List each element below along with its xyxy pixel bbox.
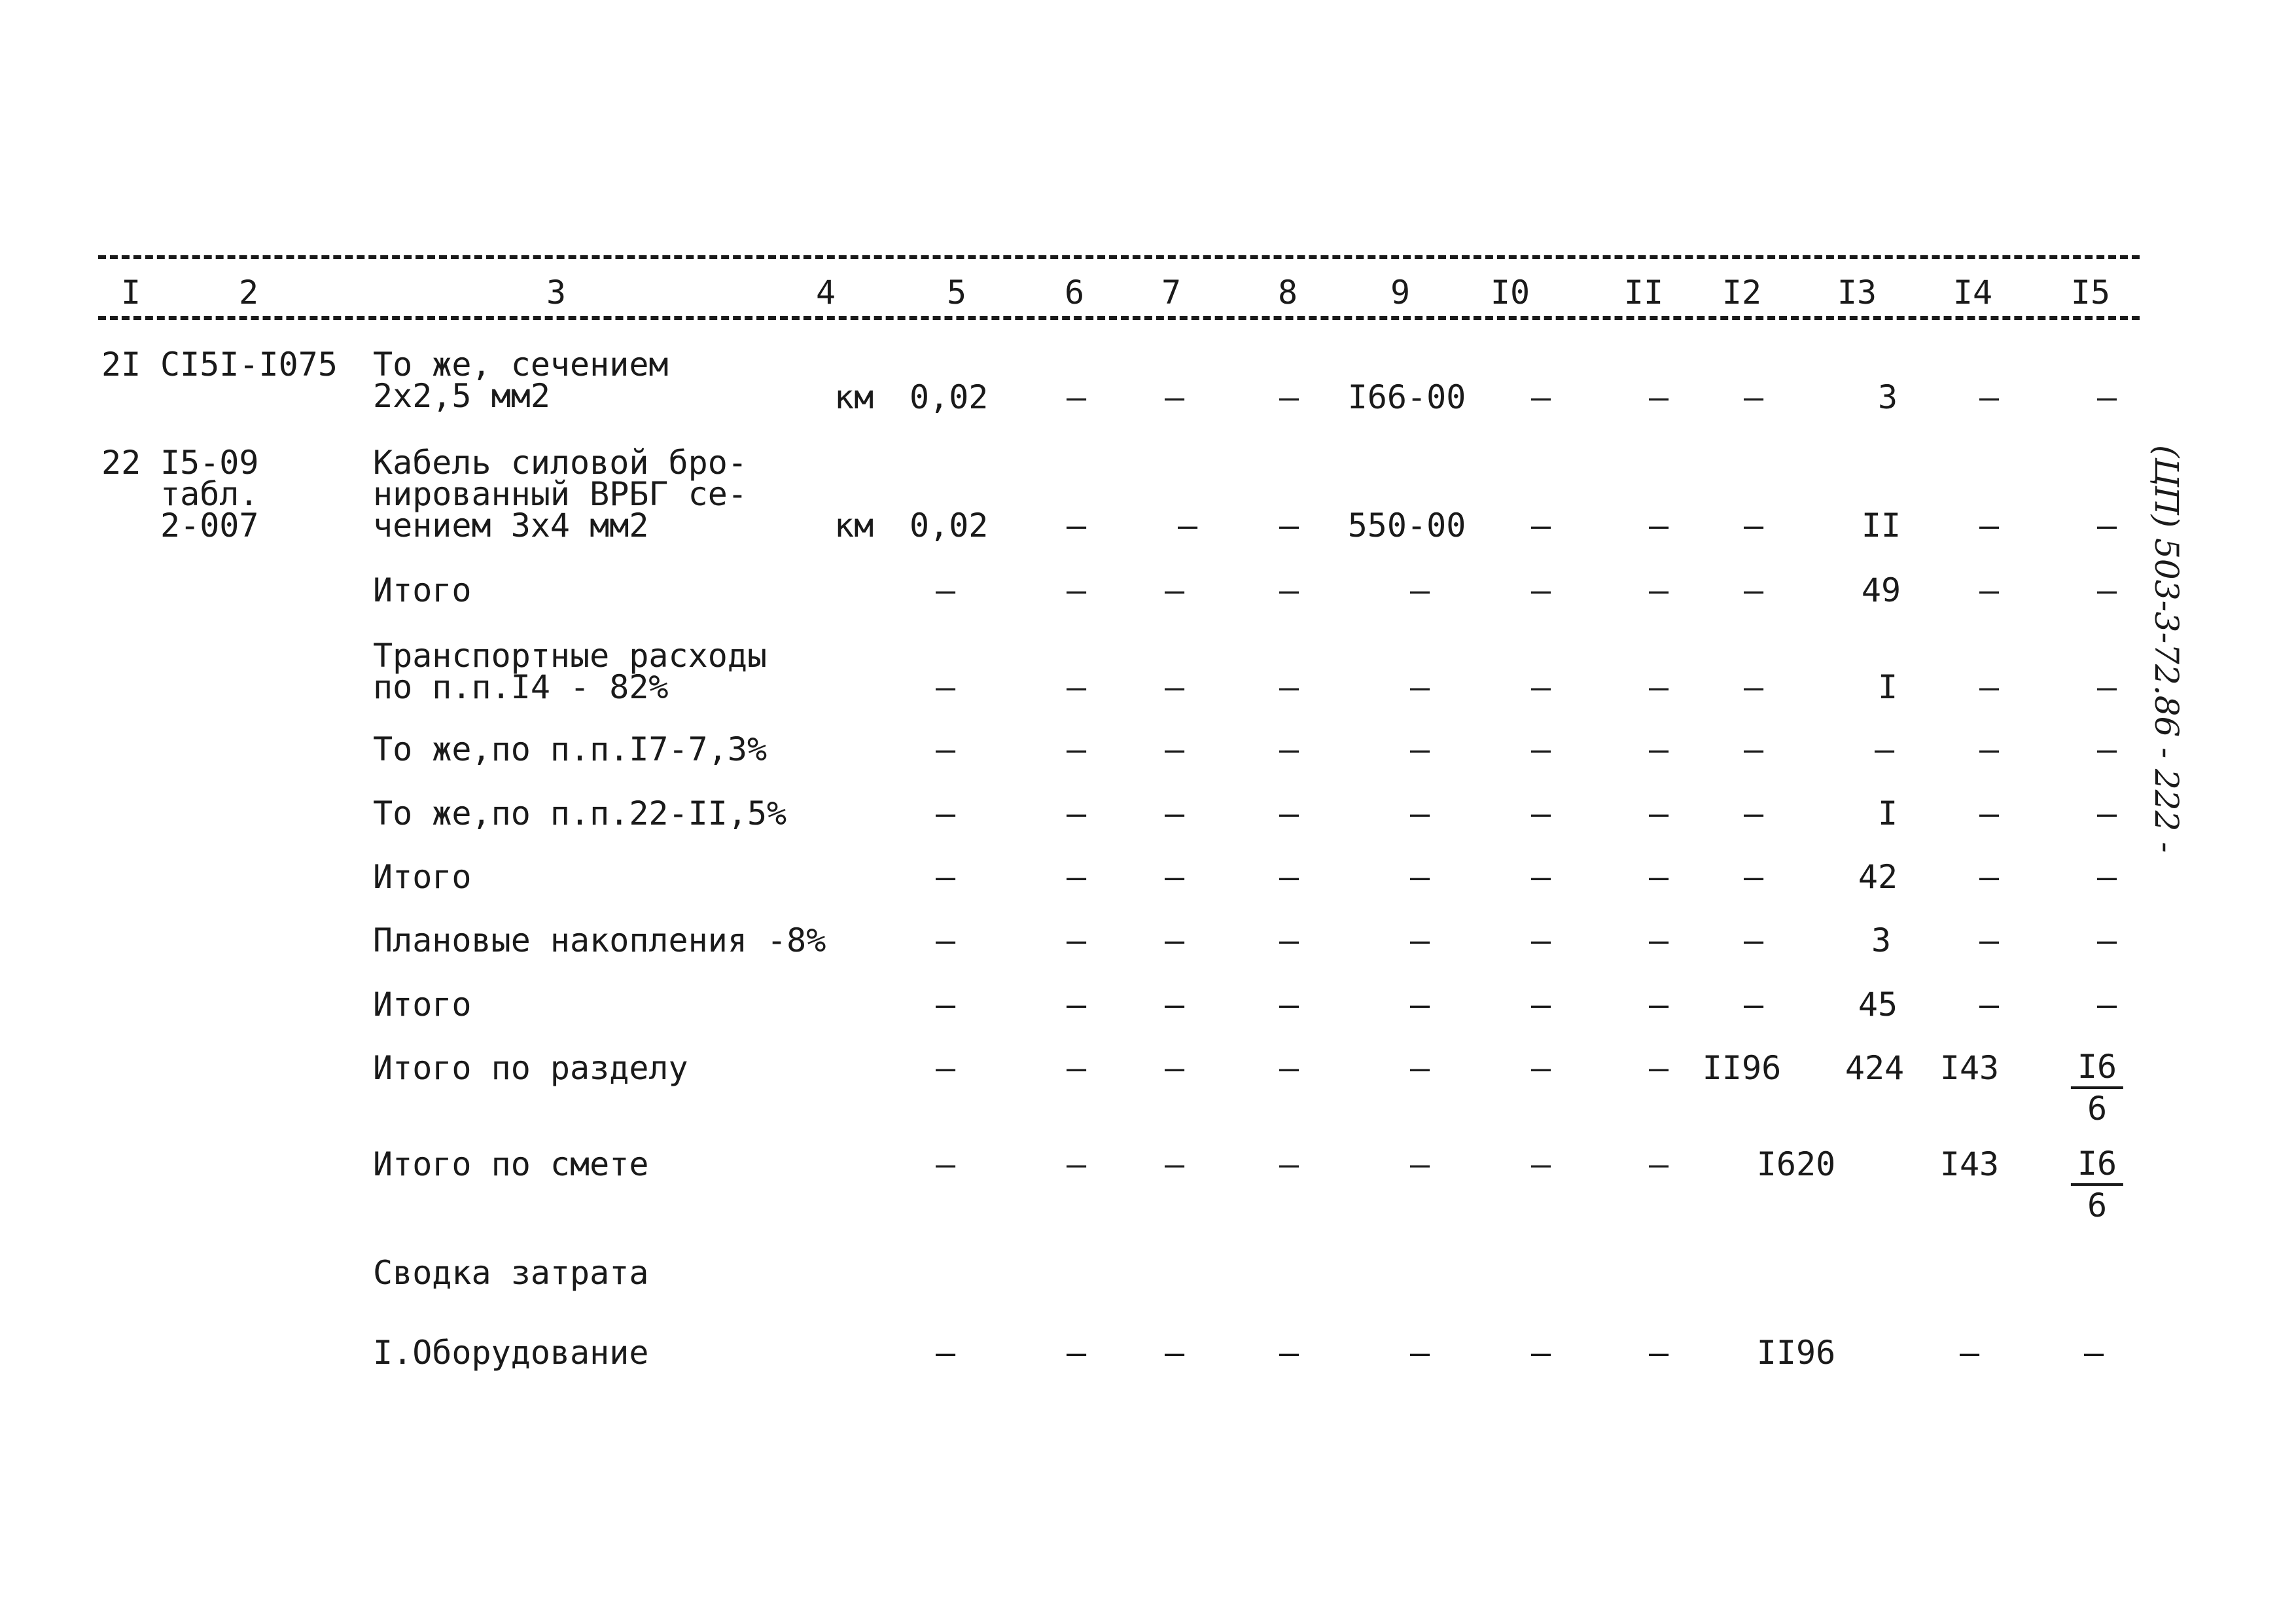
cell-c6: – xyxy=(1066,571,1087,609)
cell-c9: – xyxy=(1409,921,1430,959)
col-header-3: 3 xyxy=(546,274,567,312)
cell-c7: – xyxy=(1164,378,1185,416)
cell-c12: – xyxy=(1743,378,1764,416)
cell-c14: – xyxy=(1979,794,2000,832)
cell-c9: – xyxy=(1409,1334,1430,1372)
cell-c5: – xyxy=(935,1049,956,1087)
cell-c5: – xyxy=(935,571,956,609)
cell-c15: – xyxy=(2083,1334,2104,1372)
cell-c10: – xyxy=(1530,921,1551,959)
row-description: Итого xyxy=(373,858,472,896)
cell-c11: – xyxy=(1648,1049,1669,1087)
row-description: I.Оборудование xyxy=(373,1334,649,1372)
cell-c9: 550-00 xyxy=(1347,507,1466,544)
row-quantity: 0,02 xyxy=(910,507,989,544)
row-description: Итого xyxy=(373,571,472,609)
cell-c15-fraction xyxy=(2071,1047,2123,1128)
cell-c7: – xyxy=(1164,1334,1185,1372)
cell-c7: – xyxy=(1177,507,1198,544)
cell-c10: – xyxy=(1530,858,1551,896)
cell-c8: – xyxy=(1279,730,1299,768)
cell-c7: – xyxy=(1164,858,1185,896)
cell-c15: – xyxy=(2096,571,2117,609)
cell-c9: – xyxy=(1409,1049,1430,1087)
cell-c10: – xyxy=(1530,571,1551,609)
cell-c15: – xyxy=(2096,668,2117,706)
cell-c11: – xyxy=(1648,668,1669,706)
cell-c15: – xyxy=(2096,921,2117,959)
cell-c14: – xyxy=(1979,858,2000,896)
cell-c7: – xyxy=(1164,668,1185,706)
cell-c8: – xyxy=(1279,1145,1299,1183)
cell-c9: – xyxy=(1409,858,1430,896)
cell-c10: – xyxy=(1530,1145,1551,1183)
cell-c6: – xyxy=(1066,921,1087,959)
cell-c8: – xyxy=(1279,1049,1299,1087)
cell-c12: – xyxy=(1743,730,1764,768)
cell-c14: – xyxy=(1979,730,2000,768)
col-header-7: 7 xyxy=(1161,274,1182,312)
col-header-9: 9 xyxy=(1390,274,1411,312)
cell-c15-fraction xyxy=(2071,1144,2123,1225)
row-description: То же,по п.п.I7-7,3% xyxy=(373,730,768,768)
cell-c15: – xyxy=(2096,378,2117,416)
cell-c13: 49 xyxy=(1861,571,1901,609)
col-header-4: 4 xyxy=(815,274,836,312)
row-number: 2I xyxy=(101,346,141,383)
cell-c12: – xyxy=(1743,668,1764,706)
col-header-8: 8 xyxy=(1277,274,1298,312)
cell-c15: – xyxy=(2096,794,2117,832)
cell-c5: – xyxy=(935,794,956,832)
top-dashed-rule xyxy=(98,255,2140,259)
cell-c8: – xyxy=(1279,668,1299,706)
cell-c10: – xyxy=(1530,986,1551,1024)
cell-c11: – xyxy=(1648,858,1669,896)
cell-c6: – xyxy=(1066,1334,1087,1372)
row-description: Итого по смете xyxy=(373,1145,649,1183)
cell-c7: – xyxy=(1164,730,1185,768)
cell-c15: – xyxy=(2096,858,2117,896)
col-header-6: 6 xyxy=(1064,274,1085,312)
cell-c9: I66-00 xyxy=(1347,378,1466,416)
cell-c5: – xyxy=(935,921,956,959)
cell-c6: – xyxy=(1066,794,1087,832)
cell-c8: – xyxy=(1279,1334,1299,1372)
cell-c5: – xyxy=(935,1334,956,1372)
cell-c8: – xyxy=(1279,858,1299,896)
row-description: нированный ВРБГ се- xyxy=(373,475,747,513)
row-quantity: 0,02 xyxy=(910,378,989,416)
margin-document-code: (ЦП) 503-3-72.86 - 222 - xyxy=(2147,445,2185,853)
section-heading: Сводка затрата xyxy=(373,1254,649,1292)
cell-c9: – xyxy=(1409,1145,1430,1183)
row-code: I5-09 xyxy=(160,444,259,482)
cell-c7: – xyxy=(1164,986,1185,1024)
cell-c8: – xyxy=(1279,378,1299,416)
cell-c10: – xyxy=(1530,378,1551,416)
row-description: Итого по разделу xyxy=(373,1049,688,1087)
cell-c10: – xyxy=(1530,1049,1551,1087)
cell-c11: – xyxy=(1648,986,1669,1024)
cell-c13: I xyxy=(1877,794,1898,832)
cell-c15: – xyxy=(2096,730,2117,768)
cell-c7: – xyxy=(1164,1049,1185,1087)
cell-c10: – xyxy=(1530,794,1551,832)
row-code: CI5I-I075 xyxy=(160,346,338,383)
cell-c12: II96 xyxy=(1702,1049,1782,1087)
cell-c8: – xyxy=(1279,921,1299,959)
cell-c13: 3 xyxy=(1871,921,1892,959)
cell-c6: – xyxy=(1066,730,1087,768)
cell-c8: – xyxy=(1279,794,1299,832)
cell-c14: – xyxy=(1959,1334,1980,1372)
fraction-denominator: 6 xyxy=(2087,1090,2108,1128)
cell-c6: – xyxy=(1066,507,1087,544)
col-header-13: I3 xyxy=(1837,274,1877,312)
row-description: То же, сечением xyxy=(373,346,669,383)
cell-c9: – xyxy=(1409,986,1430,1024)
cell-c6: – xyxy=(1066,1049,1087,1087)
row-code: 2-007 xyxy=(160,507,259,544)
row-code: табл. xyxy=(160,475,259,513)
fraction-numerator: I6 xyxy=(2071,1047,2123,1089)
row-description: по п.п.I4 - 82% xyxy=(373,668,669,706)
cell-c14: – xyxy=(1979,571,2000,609)
cell-c5: – xyxy=(935,1145,956,1183)
row-description: Плановые накопления -8% xyxy=(373,921,826,959)
cell-c12: – xyxy=(1743,794,1764,832)
col-header-14: I4 xyxy=(1952,274,1993,312)
cell-c15: – xyxy=(2096,986,2117,1024)
cell-c15: – xyxy=(2096,507,2117,544)
col-header-11: II xyxy=(1623,274,1664,312)
cell-c12: – xyxy=(1743,507,1764,544)
cell-c11: – xyxy=(1648,507,1669,544)
cell-c12: – xyxy=(1743,571,1764,609)
cell-c11: – xyxy=(1648,730,1669,768)
cell-c11: – xyxy=(1648,1145,1669,1183)
cell-c14: – xyxy=(1979,378,2000,416)
cell-c11: – xyxy=(1648,921,1669,959)
col-header-10: I0 xyxy=(1490,274,1530,312)
cell-c10: – xyxy=(1530,1334,1551,1372)
cell-c9: – xyxy=(1409,794,1430,832)
header-dashed-rule xyxy=(98,316,2140,320)
cell-c6: – xyxy=(1066,1145,1087,1183)
fraction-numerator: I6 xyxy=(2071,1144,2123,1186)
cell-c11: – xyxy=(1648,571,1669,609)
cell-c9: – xyxy=(1409,730,1430,768)
cell-c6: – xyxy=(1066,668,1087,706)
cell-c6: – xyxy=(1066,378,1087,416)
col-header-12: I2 xyxy=(1722,274,1762,312)
cell-c7: – xyxy=(1164,794,1185,832)
cell-c9: – xyxy=(1409,668,1430,706)
cell-c13: II xyxy=(1861,507,1901,544)
cell-c6: – xyxy=(1066,986,1087,1024)
cell-c10: – xyxy=(1530,668,1551,706)
cell-c7: – xyxy=(1164,1145,1185,1183)
cell-c8: – xyxy=(1279,986,1299,1024)
row-unit: км xyxy=(834,507,874,544)
col-header-5: 5 xyxy=(946,274,967,312)
cell-c14: – xyxy=(1979,668,2000,706)
row-description: чением 3х4 мм2 xyxy=(373,507,649,544)
cell-c10: – xyxy=(1530,730,1551,768)
cell-c11: – xyxy=(1648,378,1669,416)
cell-c13: 3 xyxy=(1877,378,1898,416)
cell-c5: – xyxy=(935,730,956,768)
cell-c13: I xyxy=(1877,668,1898,706)
cell-c5: – xyxy=(935,668,956,706)
cell-c14: I43 xyxy=(1939,1049,2000,1087)
cell-c14: – xyxy=(1979,507,2000,544)
row-description: Итого xyxy=(373,986,472,1024)
cell-c8: – xyxy=(1279,507,1299,544)
row-description: То же,по п.п.22-II,5% xyxy=(373,794,787,832)
cell-c5: – xyxy=(935,858,956,896)
cell-c11: – xyxy=(1648,1334,1669,1372)
cell-c13: – xyxy=(1874,730,1895,768)
cell-c12-13-merged: II96 xyxy=(1756,1334,1836,1372)
cell-c5: – xyxy=(935,986,956,1024)
col-header-15: I5 xyxy=(2070,274,2111,312)
row-unit: км xyxy=(834,378,874,416)
cell-c6: – xyxy=(1066,858,1087,896)
col-header-2: 2 xyxy=(238,274,259,312)
cell-c13: 45 xyxy=(1858,986,1898,1024)
cell-c7: – xyxy=(1164,571,1185,609)
cell-c11: – xyxy=(1648,794,1669,832)
cell-c14: – xyxy=(1979,986,2000,1024)
cell-c14: I43 xyxy=(1939,1145,2000,1183)
col-header-1: I xyxy=(120,274,141,312)
row-description: 2x2,5 мм2 xyxy=(373,377,550,415)
cell-c7: – xyxy=(1164,921,1185,959)
cell-c12: – xyxy=(1743,858,1764,896)
cell-c8: – xyxy=(1279,571,1299,609)
row-description: Транспортные расходы xyxy=(373,637,768,675)
cell-c13: 42 xyxy=(1858,858,1898,896)
cell-c10: – xyxy=(1530,507,1551,544)
row-number: 22 xyxy=(101,444,141,482)
cell-c12: – xyxy=(1743,986,1764,1024)
cell-c13: 424 xyxy=(1845,1049,1905,1087)
cell-c9: – xyxy=(1409,571,1430,609)
cell-c12-13-merged: I620 xyxy=(1756,1145,1836,1183)
cell-c14: – xyxy=(1979,921,2000,959)
row-description: Кабель силовой бро- xyxy=(373,444,747,482)
cell-c12: – xyxy=(1743,921,1764,959)
fraction-denominator: 6 xyxy=(2087,1186,2108,1224)
